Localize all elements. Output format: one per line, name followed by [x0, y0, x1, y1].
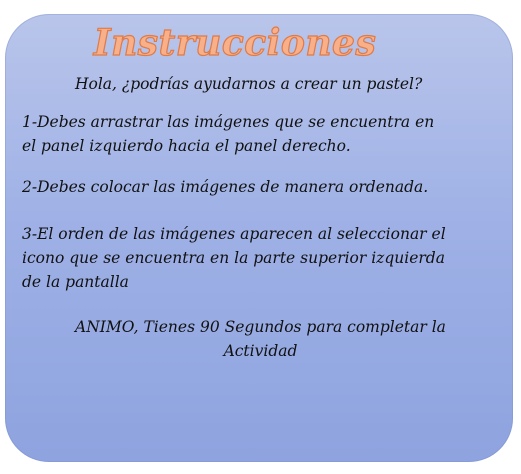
encouragement-line-1: ANIMO, Tienes 90 Segundos para completar la [75, 318, 446, 336]
instruction-step-3-line-1: 3-El orden de las imágenes aparecen al seleccionar el [22, 225, 446, 243]
instruction-step-2-line-1: 2-Debes colocar las imágenes de manera ordenada. [22, 178, 429, 196]
instruction-step-1-line-2: el panel izquierdo hacia el panel derecho. [22, 137, 351, 155]
instruction-step-3-line-2: icono que se encuentra en la parte superior izquierda [22, 249, 445, 267]
instructions-title: Instrucciones [93, 22, 377, 64]
instruction-step-3 [22, 222, 446, 294]
instruction-step-1 [22, 110, 434, 158]
greeting-text: Hola, ¿podrías ayudarnos a crear un pastel? [75, 75, 423, 93]
encouragement-line-2: Actividad [223, 342, 298, 360]
instruction-step-3-line-3: de la pantalla [22, 273, 129, 291]
instruction-step-2 [22, 175, 428, 199]
encouragement-text [0, 315, 521, 363]
instruction-step-1-line-1: 1-Debes arrastrar las imágenes que se encuentra en [22, 113, 435, 131]
